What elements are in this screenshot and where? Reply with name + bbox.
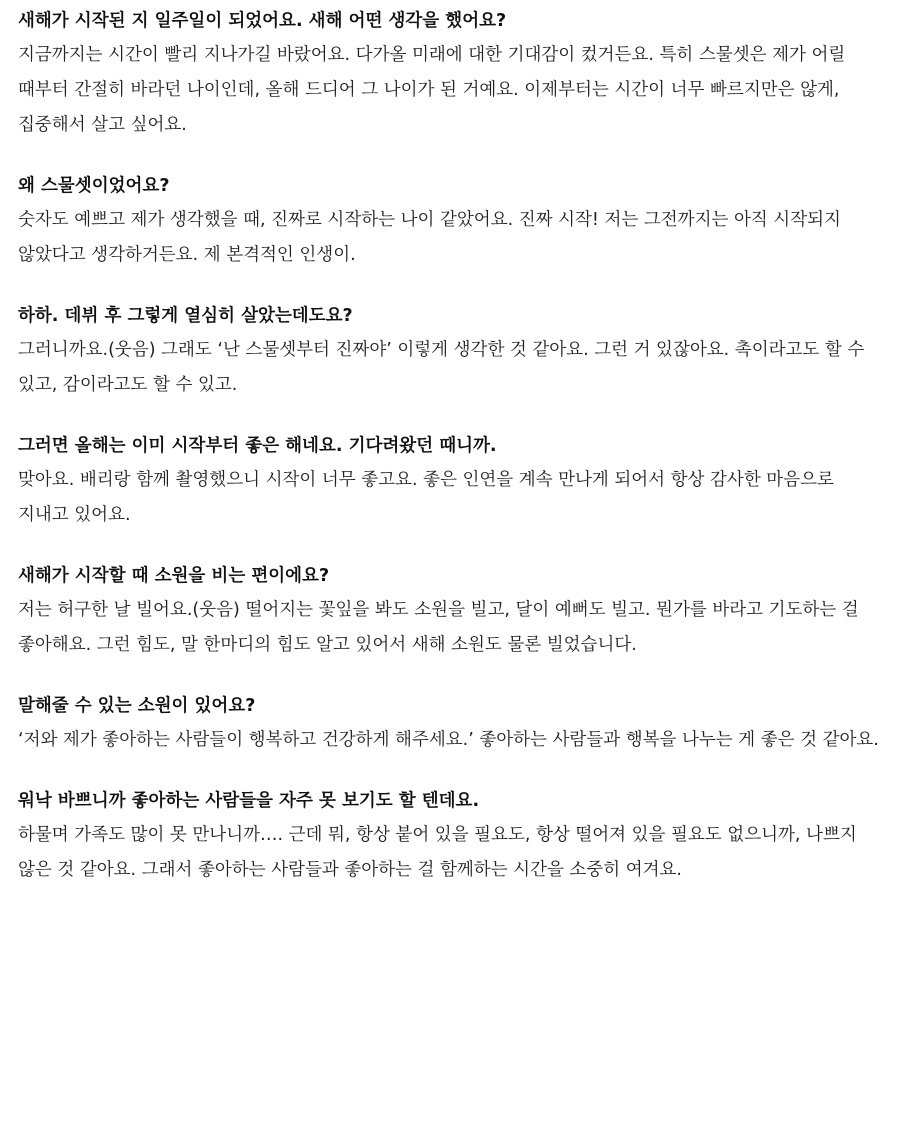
interview-answer: 저는 허구한 날 빌어요.(웃음) 떨어지는 꽃잎을 봐도 소원을 빌고, 달이 예뻐도 빌고. 뭔가를 바라고 기도하는 걸 좋아해요. 그런 힘도, 말 한마디의 힘도 알고 있어서 새해 소원도 물론 빌었습니다. [18, 600, 859, 655]
interview-answer: 하물며 가족도 많이 못 만나니까…. 근데 뭐, 항상 붙어 있을 필요도, 항상 떨어져 있을 필요도 없으니까, 나쁘지 않은 것 같아요. 그래서 좋아하는 사람들과 좋아하는 걸 함께하는 시간을 소중히 여겨요. [18, 825, 857, 880]
qa-block-3 [18, 299, 889, 403]
qa-block-4 [18, 429, 889, 533]
qa-block-6 [18, 689, 889, 758]
qa-block-5 [18, 559, 889, 663]
interview-question: 왜 스물셋이었어요? [18, 176, 170, 196]
interview-question: 워낙 바쁘니까 좋아하는 사람들을 자주 못 보기도 할 텐데요. [18, 791, 480, 811]
interview-question: 새해가 시작할 때 소원을 비는 편이에요? [18, 566, 330, 586]
interview-answer: 숫자도 예쁘고 제가 생각했을 때, 진짜로 시작하는 나이 같았어요. 진짜 시작! 저는 그전까지는 아직 시작되지 않았다고 생각하거든요. 제 본격적인 인생이. [18, 210, 841, 265]
interview-question: 그러면 올해는 이미 시작부터 좋은 해네요. 기다려왔던 때니까. [18, 436, 497, 456]
interview-answer: 그러니까요.(웃음) 그래도 ‘난 스물셋부터 진짜야’ 이렇게 생각한 것 같아요. 그런 거 있잖아요. 촉이라고도 할 수 있고, 감이라고도 할 수 있고. [18, 340, 865, 395]
interview-answer: 맞아요. 배리랑 함께 촬영했으니 시작이 너무 좋고요. 좋은 인연을 계속 만나게 되어서 항상 감사한 마음으로 지내고 있어요. [18, 470, 834, 525]
interview-answer: 지금까지는 시간이 빨리 지나가길 바랐어요. 다가올 미래에 대한 기대감이 컸거든요. 특히 스물셋은 제가 어릴 때부터 간절히 바라던 나이인데, 올해 드디어 그 나이가 된 거예요. 이제부터는 시간이 너무 빠르지만은 않게, 집중해서 살고 싶어요. [18, 45, 846, 135]
interview-answer: ‘저와 제가 좋아하는 사람들이 행복하고 건강하게 해주세요.’ 좋아하는 사람들과 행복을 나누는 게 좋은 것 같아요. [18, 730, 879, 750]
qa-block-1 [18, 4, 889, 143]
interview-question: 하하. 데뷔 후 그렇게 열심히 살았는데도요? [18, 306, 353, 326]
qa-block-7 [18, 784, 889, 888]
qa-block-2 [18, 169, 889, 273]
interview-question: 말해줄 수 있는 소원이 있어요? [18, 696, 256, 716]
interview-question: 새해가 시작된 지 일주일이 되었어요. 새해 어떤 생각을 했어요? [18, 11, 507, 31]
